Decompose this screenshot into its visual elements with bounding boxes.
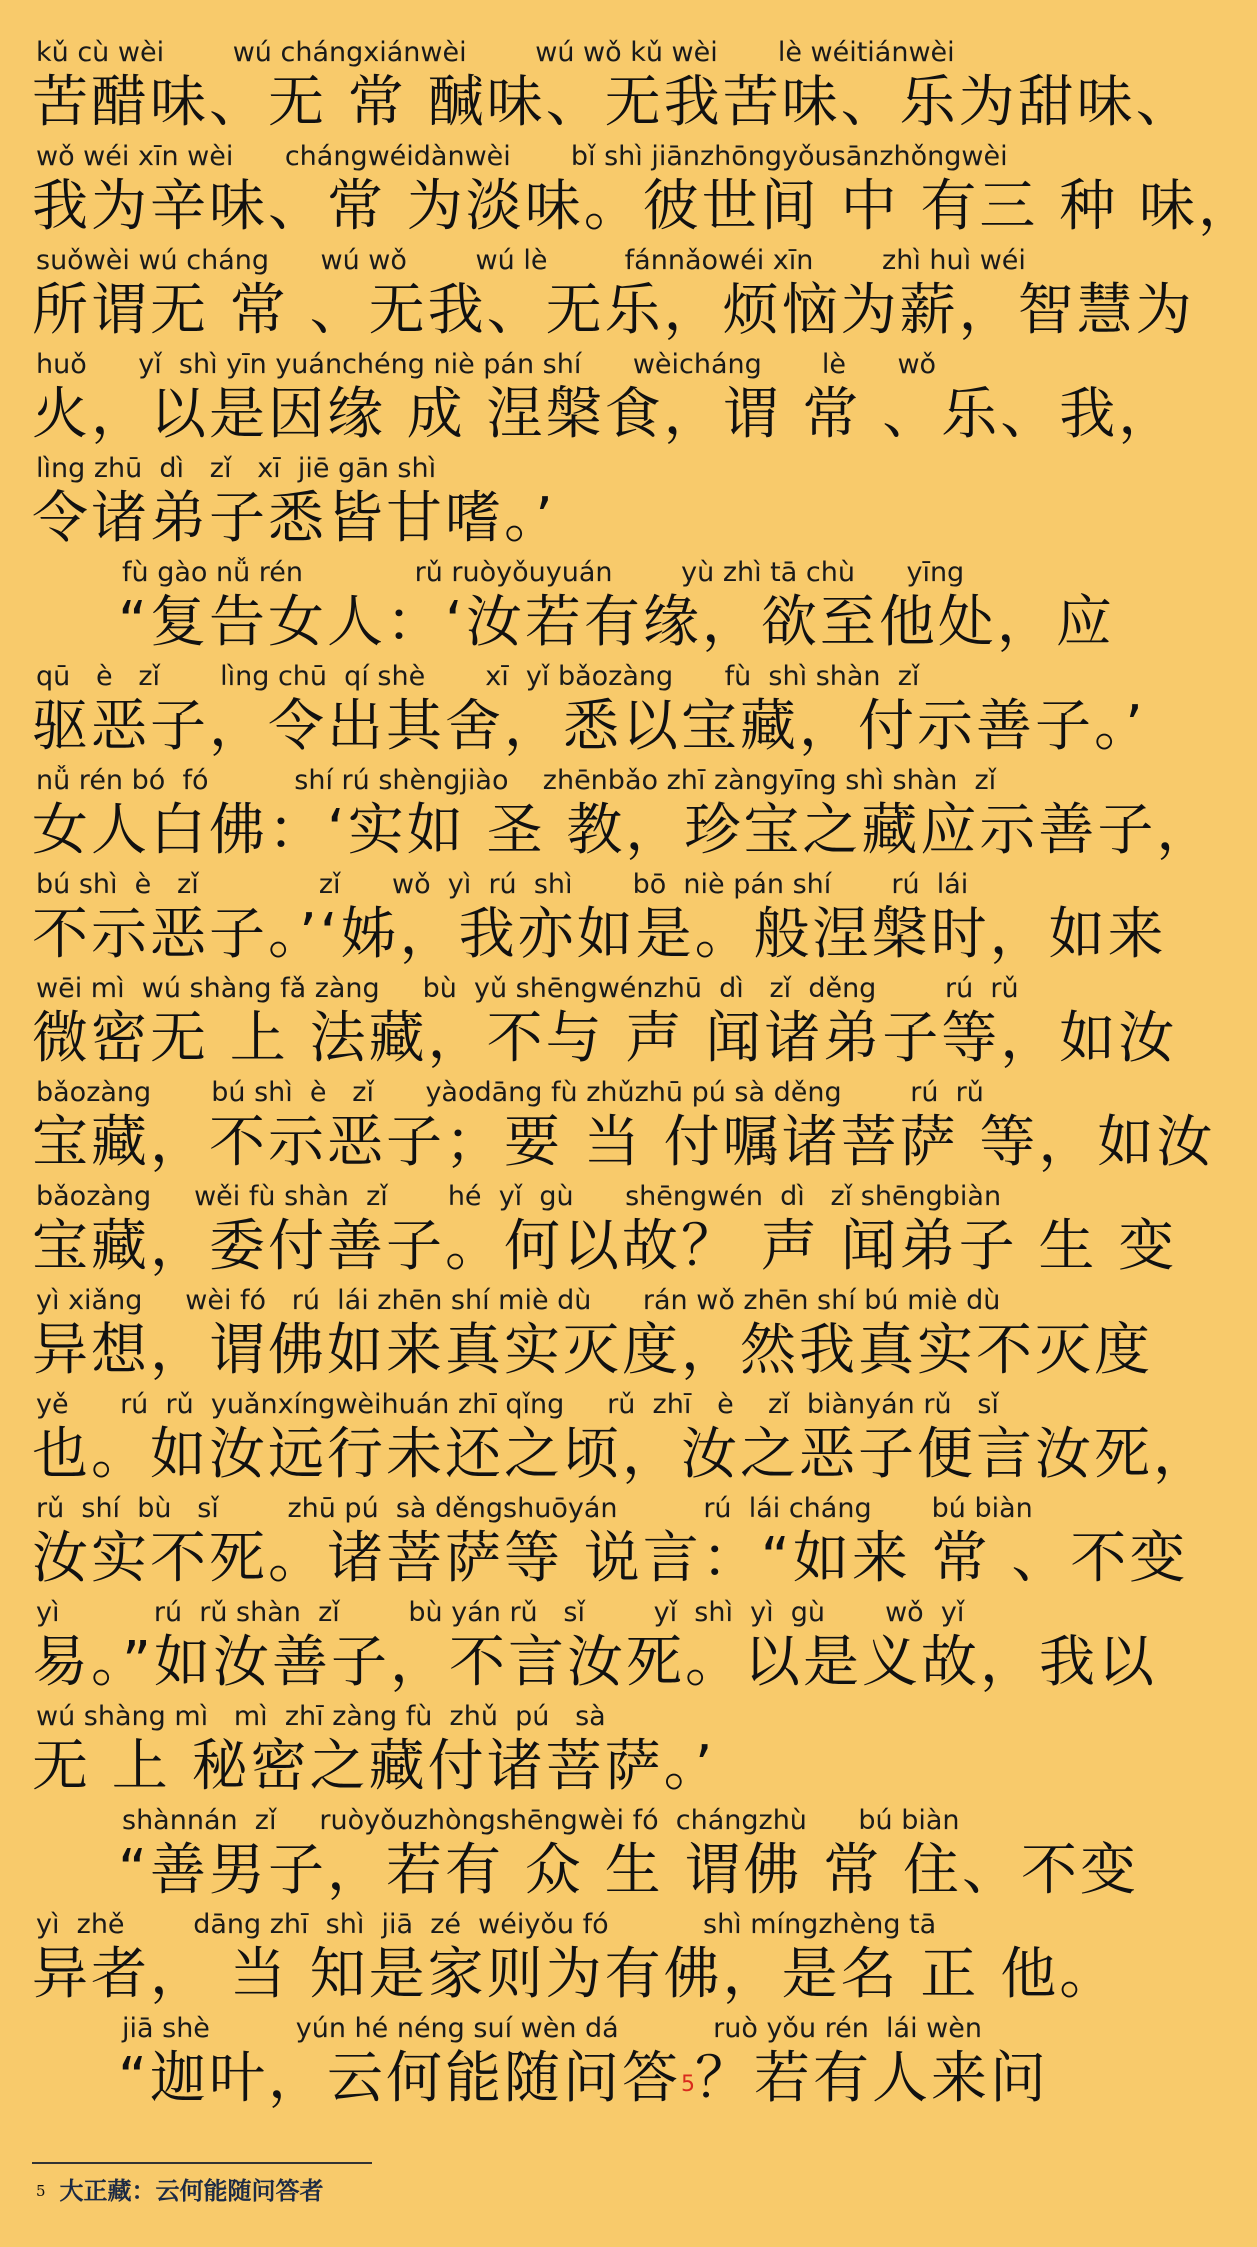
text-line — [32, 1284, 1153, 1388]
chinese-line — [32, 694, 1146, 760]
chinese-line — [32, 798, 1216, 864]
pinyin-line: yì xiǎng wèi fó rú lái zhēn shí miè dù rán wǒ zhēn shí bú miè dù — [36, 1285, 1001, 1316]
chinese-text: 汝实不死。诸菩萨等 说言：“如来 常 、不变 — [32, 1526, 1189, 1591]
chinese-text: 令诸弟子悉皆甘嗜。’ — [32, 486, 556, 551]
pinyin-line: suǒwèi wú cháng wú wǒ wú lè fánnǎowéi xīn zhì huì wéi — [36, 245, 1026, 276]
pinyin-line: bǎozàng bú shì è zǐ yàodāng fù zhǔzhū pú sà děng rú rǔ — [36, 1077, 984, 1108]
chinese-line — [118, 2046, 1062, 2112]
text-line — [32, 452, 1062, 556]
chinese-line — [32, 1526, 1189, 1592]
chinese-line — [32, 174, 1257, 240]
chinese-text: “迦叶，云何能随问答 — [118, 2046, 682, 2111]
chinese-line — [32, 70, 1195, 136]
chinese-text: 驱恶子，令出其舍，悉以宝藏，付示善子。’ — [32, 694, 1146, 759]
chinese-line — [32, 1422, 1212, 1488]
pinyin-line: bú shì è zǐ zǐ wǒ yì rú shì bō niè pán shí rú lái — [36, 869, 969, 900]
pinyin-line: rǔ shí bù sǐ zhū pú sà děngshuōyán rú lái cháng bú biàn — [36, 1493, 1033, 1524]
text-line — [32, 1076, 1216, 1180]
chinese-line — [118, 1838, 1140, 1904]
footnote-number: 5 — [36, 2182, 46, 2200]
chinese-text: 火，以是因缘 成 涅槃食，谓 常 、乐、我， — [32, 382, 1178, 447]
chinese-text: 所谓无 常 、无我、无乐，烦恼为薪，智慧为 — [32, 278, 1195, 343]
text-line — [32, 1388, 1212, 1492]
chinese-text: “复告女人：‘汝若有缘，欲至他处，应 — [118, 590, 1115, 655]
pinyin-line: yì zhě dāng zhī shì jiā zé wéiyǒu fó shì míngzhèng tā — [36, 1909, 937, 1940]
text-line — [32, 348, 1178, 452]
text-line — [32, 660, 1146, 764]
text-line — [32, 140, 1257, 244]
chinese-line — [32, 486, 1062, 552]
text-line — [32, 1180, 1178, 1284]
pinyin-line: bǎozàng wěi fù shàn zǐ hé yǐ gù shēngwén dì zǐ shēngbiàn — [36, 1181, 1002, 1212]
text-line — [118, 2012, 1062, 2116]
chinese-line — [32, 1214, 1178, 1280]
text-line — [32, 1908, 1119, 2012]
chinese-text: “善男子，若有 众 生 谓佛 常 住、不变 — [118, 1838, 1140, 1903]
pinyin-line: lìng zhū dì zǐ xī jiē gān shì — [36, 453, 437, 484]
text-line — [32, 1492, 1189, 1596]
text-line — [32, 764, 1216, 868]
pinyin-line: wú shàng mì mì zhī zàng fù zhǔ pú sà — [36, 1701, 606, 1732]
chinese-line — [32, 278, 1195, 344]
pinyin-line: kǔ cù wèi wú chángxiánwèi wú wǒ kǔ wèi lè wéitiánwèi — [36, 37, 955, 68]
chinese-line — [32, 1110, 1216, 1176]
pinyin-line: yì rú rǔ shàn zǐ bù yán rǔ sǐ yǐ shì yì gù wǒ yǐ — [36, 1597, 965, 1628]
chinese-line — [32, 1630, 1158, 1696]
chinese-text: 不示恶子。’‘姊，我亦如是。般涅槃时，如来 — [32, 902, 1167, 967]
pinyin-line: jiā shè yún hé néng suí wèn dá ruò yǒu rén lái wèn — [122, 2013, 982, 2044]
pinyin-line: wēi mì wú shàng fǎ zàng bù yǔ shēngwénzhū dì zǐ děng rú rǔ — [36, 973, 1019, 1004]
chinese-line — [32, 1734, 1062, 1800]
text-line — [32, 1596, 1158, 1700]
pinyin-line: qū è zǐ lìng chū qí shè xī yǐ bǎozàng fù shì shàn zǐ — [36, 661, 920, 692]
chinese-text: 无 上 秘密之藏付诸菩萨。’ — [32, 1734, 716, 1799]
chinese-line — [32, 1942, 1119, 2008]
pinyin-line: nǚ rén bó fó shí rú shèngjiào zhēnbǎo zhī zàngyīng shì shàn zǐ — [36, 765, 997, 796]
chinese-text: 异想，谓佛如来真实灭度，然我真实不灭度 — [32, 1318, 1153, 1383]
text-line — [118, 1804, 1140, 1908]
chinese-text: 异者， 当 知是家则为有佛，是名 正 他。 — [32, 1942, 1119, 2007]
pinyin-line: yě rú rǔ yuǎnxíngwèihuán zhī qǐng rǔ zhī è zǐ biànyán rǔ sǐ — [36, 1389, 999, 1420]
text-line — [32, 972, 1178, 1076]
text-line — [32, 1700, 1062, 1804]
chinese-line — [32, 1006, 1178, 1072]
footnote-divider — [32, 2162, 372, 2164]
text-line — [32, 244, 1195, 348]
footnote-reference[interactable]: 5 — [681, 2072, 696, 2097]
pinyin-line: fù gào nǚ rén rǔ ruòyǒuyuán yù zhì tā chù yīng — [122, 557, 965, 588]
chinese-line — [118, 590, 1115, 656]
pinyin-line: wǒ wéi xīn wèi chángwéidànwèi bǐ shì jiānzhōngyǒusānzhǒngwèi — [36, 141, 1008, 172]
chinese-text: 微密无 上 法藏，不与 声 闻诸弟子等，如汝 — [32, 1006, 1178, 1071]
chinese-text: 女人白佛：‘实如 圣 教，珍宝之藏应示善子， — [32, 798, 1216, 863]
text-line — [118, 556, 1115, 660]
text-line — [32, 868, 1167, 972]
pinyin-line: shànnán zǐ ruòyǒuzhòngshēngwèi fó chángzhù bú biàn — [122, 1805, 960, 1836]
chinese-text: 苦醋味、无 常 醎味、无我苦味、乐为甜味、 — [32, 70, 1195, 135]
text-line — [32, 36, 1195, 140]
chinese-text: 宝藏，委付善子。何以故？ 声 闻弟子 生 变 — [32, 1214, 1178, 1279]
chinese-text-continued: ？若有人来问 — [695, 2046, 1050, 2111]
chinese-line — [32, 902, 1167, 968]
footnote-text: 大正藏：云何能随问答者 — [59, 2176, 324, 2205]
chinese-text: 我为辛味、常 为淡味。彼世间 中 有三 种 味， — [32, 174, 1257, 239]
chinese-text: 宝藏，不示恶子；要 当 付嘱诸菩萨 等，如汝 — [32, 1110, 1216, 1175]
chinese-text: 也。如汝远行未还之顷，汝之恶子便言汝死， — [32, 1422, 1212, 1487]
footnote — [36, 2174, 324, 2208]
chinese-line — [32, 1318, 1153, 1384]
pinyin-line: huǒ yǐ shì yīn yuánchéng niè pán shí wèicháng lè wǒ — [36, 349, 937, 380]
chinese-text: 易。”如汝善子，不言汝死。以是义故，我以 — [32, 1630, 1158, 1695]
chinese-line — [32, 382, 1178, 448]
